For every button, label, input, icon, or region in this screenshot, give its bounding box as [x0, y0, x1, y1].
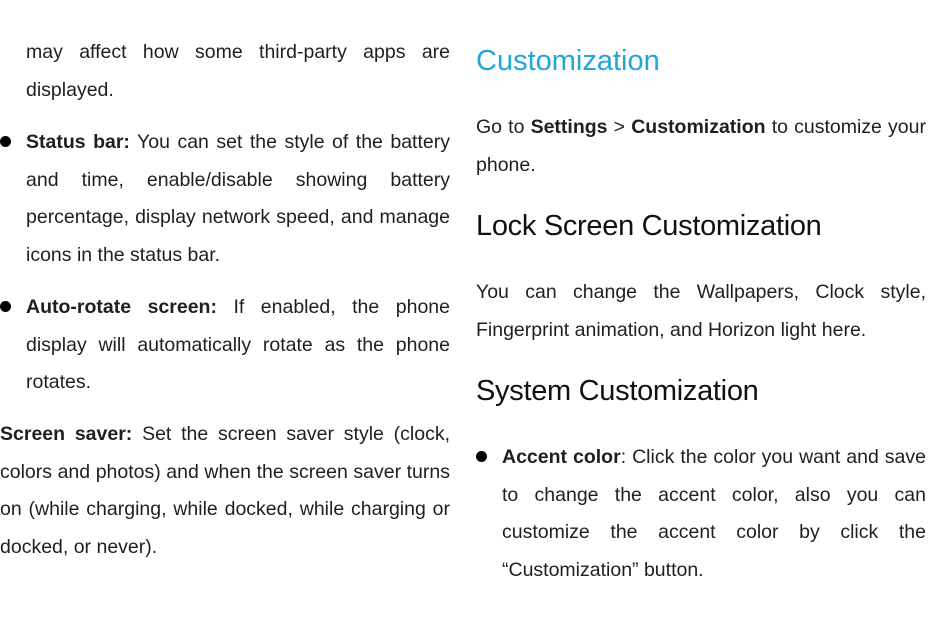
continuation-text: may affect how some third-party apps are displayed.: [26, 41, 450, 101]
status-bar-label: Status bar:: [26, 131, 130, 153]
accent-color-label: Accent color: [502, 446, 621, 468]
screen-saver-label: Screen saver:: [0, 423, 133, 445]
auto-rotate-item: [0, 289, 450, 402]
system-customization-heading: System Customization: [476, 375, 759, 407]
settings-link-text: Settings: [530, 116, 608, 138]
auto-rotate-label: Auto-rotate screen:: [26, 296, 217, 318]
accent-color-text: : Click the color you want and save to change the accent color, also you can customize the accent color by click the “Customization” button.: [502, 446, 926, 581]
customization-link-text: Customization: [631, 116, 766, 138]
screen-saver-paragraph: [0, 416, 450, 566]
lock-screen-heading: Lock Screen Customization: [476, 210, 822, 242]
intro-paragraph: [476, 109, 926, 184]
lock-screen-text: You can change the Wallpapers, Clock style, Fingerprint animation, and Horizon light here.: [476, 281, 926, 341]
intro-prefix: Go to: [476, 116, 531, 138]
accent-color-item: [476, 439, 926, 589]
lock-screen-paragraph: [476, 274, 926, 349]
continuation-paragraph: [0, 34, 450, 109]
intro-separator: >: [607, 116, 632, 138]
intro-suffix: to customize your phone.: [476, 116, 926, 176]
status-bar-item: [0, 124, 450, 274]
screen-saver-text: Set the screen saver style (clock, colors and photos) and when the screen saver turns on (while charging, while docked, while charging or docked, or never).: [0, 423, 451, 558]
status-bar-text: You can set the style of the battery and time, enable/disable showing battery percentage, display network speed, and manage icons in the status bar.: [26, 131, 450, 266]
auto-rotate-text: If enabled, the phone display will automatically rotate as the phone rotates.: [26, 296, 450, 393]
customization-heading: Customization: [476, 45, 660, 77]
